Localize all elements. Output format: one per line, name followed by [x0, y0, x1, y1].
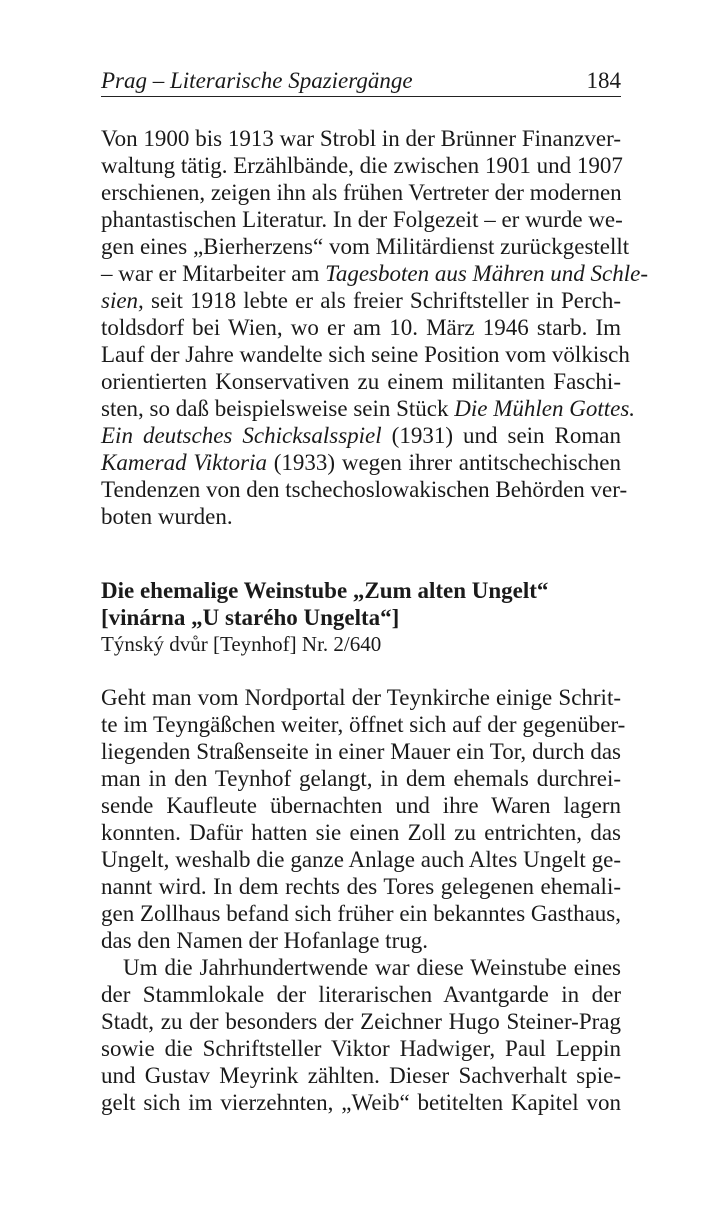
text-line — [101, 422, 621, 449]
text-run: seit 1918 lebte er als freier Schriftsteller in Perch- — [143, 288, 621, 313]
text-line: gen Zollhaus befand sich früher ein bekanntes Gasthaus, — [101, 901, 621, 926]
text-line: Geht man vom Nordportal der Teynkirche einige Schrit- — [101, 685, 621, 710]
page-number: 184 — [586, 68, 621, 93]
text-line: das den Namen der Hofanlage trug. — [101, 928, 428, 953]
text-line: gelt sich im vierzehnten, „Weib“ betitelten Kapitel von — [101, 1090, 621, 1115]
italic-title: sien, — [101, 288, 144, 313]
text-run: sten, so daß beispielsweise sein Stück — [101, 396, 455, 421]
text-line: der Stammlokale der literarischen Avantgarde in der — [101, 982, 621, 1007]
text-line — [101, 449, 621, 476]
text-line: und Gustav Meyrink zählten. Dieser Sachverhalt spie- — [101, 1063, 621, 1088]
text-line: Stadt, zu der besonders der Zeichner Hugo Steiner-Prag — [101, 1009, 621, 1034]
text-line: man in den Teynhof gelangt, in dem ehemals durchrei- — [101, 766, 621, 791]
text-line: liegenden Straßenseite in einer Mauer ein Tor, durch das — [101, 739, 621, 764]
text-line: gen eines „Bierherzens“ vom Militärdienst zurückgestellt — [101, 234, 630, 259]
text-line: sende Kaufleute übernachten und ihre Waren lagern — [101, 793, 621, 818]
italic-title: Ein deutsches Schicksalsspiel — [101, 423, 382, 448]
text-line: toldsdorf bei Wien, wo er am 10. März 1946 starb. Im — [101, 315, 621, 340]
text-line: te im Teyngäßchen weiter, öffnet sich auf der gegenüber- — [101, 712, 626, 737]
text-line: boten wurden. — [101, 504, 233, 529]
heading-line: Die ehemalige Weinstube „Zum alten Ungelt“ — [101, 578, 549, 603]
italic-title: Die Mühlen Gottes. — [454, 396, 636, 421]
italic-title: Tagesboten aus Mähren und Schle- — [325, 261, 648, 286]
text-line: Ungelt, weshalb die ganze Anlage auch Altes Ungelt ge- — [101, 847, 621, 872]
italic-title: Kamerad Viktoria — [101, 450, 268, 475]
text-run: – war er Mitarbeiter am — [101, 261, 326, 286]
text-line — [101, 260, 648, 287]
text-line: sowie die Schriftsteller Viktor Hadwiger, Paul Leppin — [101, 1036, 621, 1061]
text-line: Lauf der Jahre wandelte sich seine Position vom völkisch — [101, 342, 630, 367]
text-run: (1931) und sein Roman — [381, 423, 621, 448]
heading-line: [vinárna „U starého Ungelta“] — [101, 605, 400, 630]
text-line: Von 1900 bis 1913 war Strobl in der Brünner Finanzver- — [101, 126, 621, 151]
text-line: Um die Jahrhundertwende war diese Weinstube eines — [123, 955, 621, 980]
text-line — [101, 395, 636, 422]
text-line: nannt wird. In dem rechts des Tores gelegenen ehemali- — [101, 874, 621, 899]
text-line: orientierten Konservativen zu einem militanten Faschi- — [101, 369, 621, 394]
text-line: phantastischen Literatur. In der Folgezeit – er wurde we- — [101, 207, 623, 232]
text-line — [101, 287, 621, 314]
address-line: Týnský dvůr [Teynhof] Nr. 2/640 — [101, 632, 382, 656]
running-head-title: Prag – Literarische Spaziergänge — [101, 68, 413, 93]
text-line: erschienen, zeigen ihn als frühen Vertreter der modernen — [101, 180, 622, 205]
text-run: (1933) wegen ihrer antitschechischen — [267, 450, 621, 475]
text-line: Tendenzen von den tschechoslowakischen Behörden ver- — [101, 477, 628, 502]
text-line: konnten. Dafür hatten sie einen Zoll zu entrichten, das — [101, 820, 621, 845]
running-head — [101, 66, 621, 97]
text-line: waltung tätig. Erzählbände, die zwischen 1901 und 1907 — [101, 153, 623, 178]
